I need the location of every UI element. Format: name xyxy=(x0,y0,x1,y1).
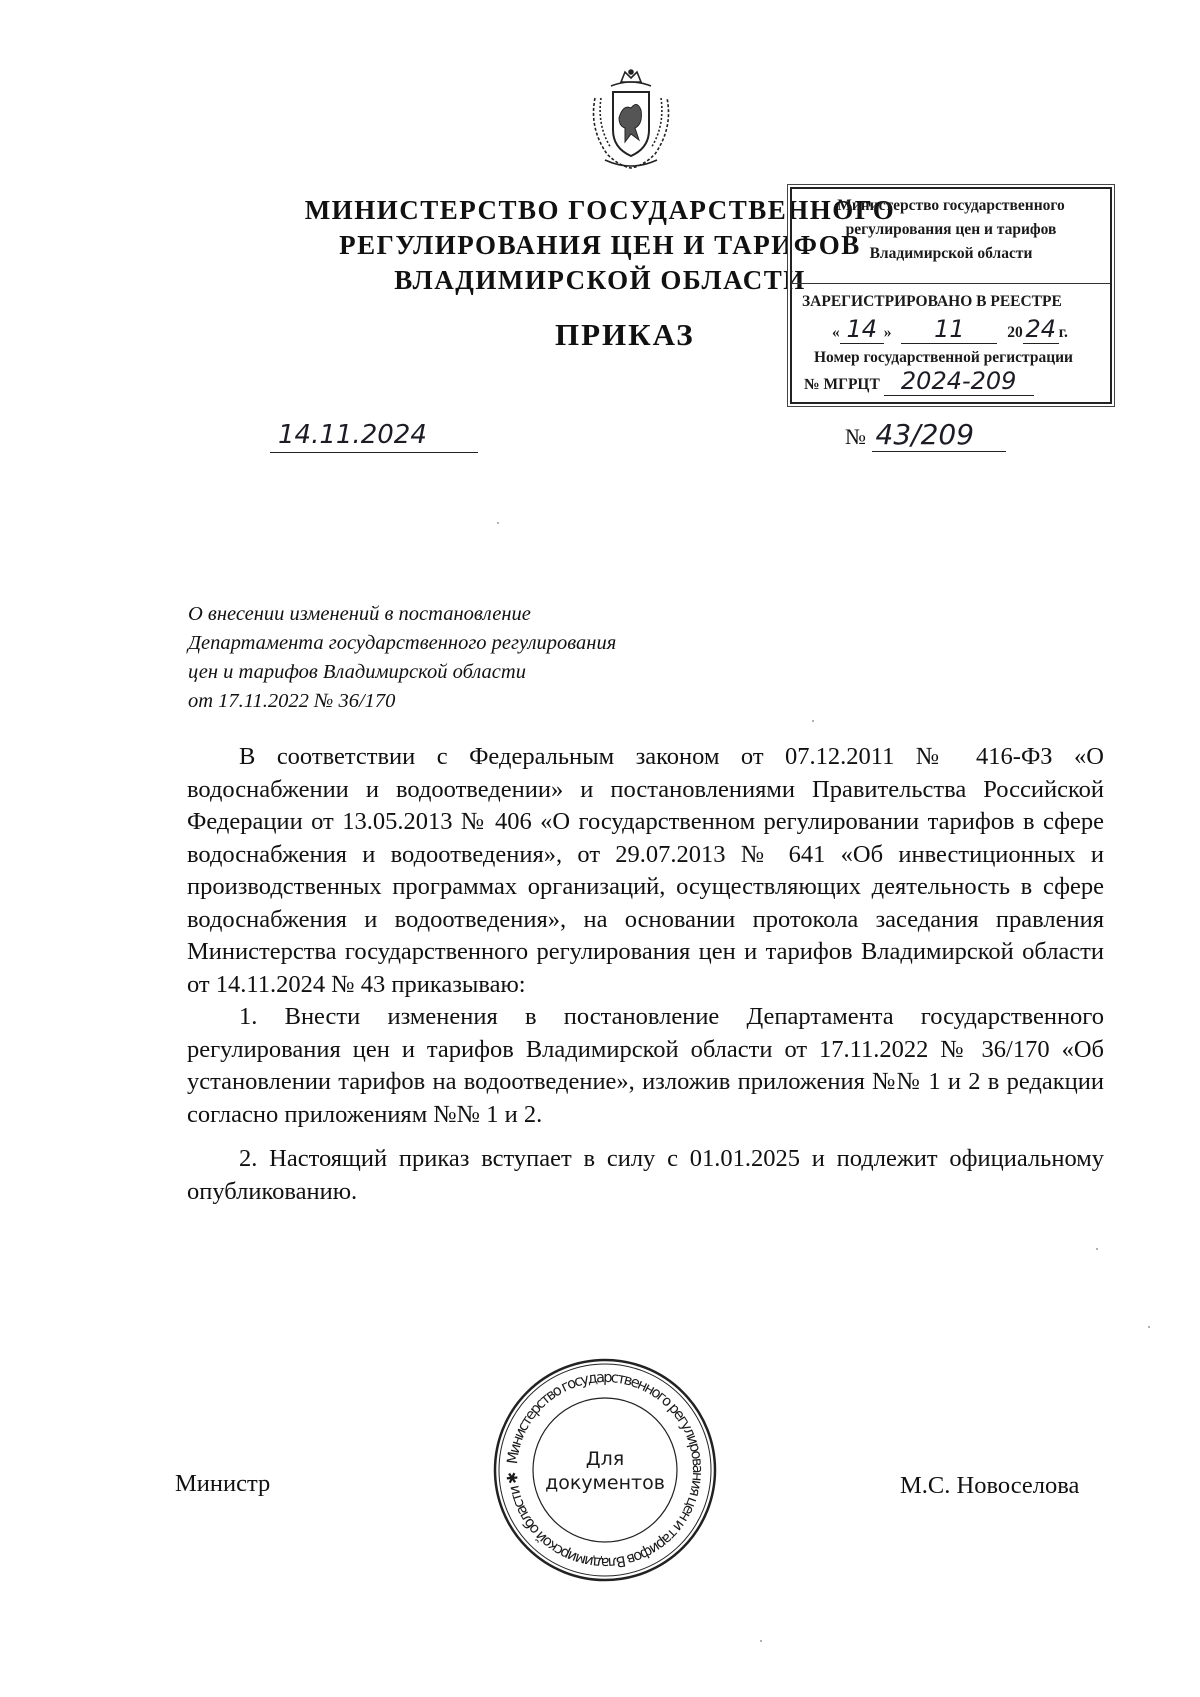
ministry-line-2: РЕГУЛИРОВАНИЯ ЦЕН И ТАРИФОВ xyxy=(339,230,861,260)
scan-speck xyxy=(812,720,814,722)
stamp-org-line-3: Владимирской области xyxy=(869,245,1033,262)
seal-center-line-1: Для xyxy=(585,1448,625,1470)
stamp-registered-label: ЗАРЕГИСТРИРОВАНО В РЕЕСТРЕ xyxy=(802,293,1062,310)
stamp-reg-prefix: № МГРЦТ xyxy=(804,376,880,393)
body-item-1: 1. Внести изменения в постановление Департамента государственного регулирования цен и тарифов Владимирской области от 17.11.2022 № 36/170 «Об установлении тарифов на водоотведение», изложив приложения №№ 1 и 2 в редакции согласно приложениям №№ 1 и 2. xyxy=(187,1003,1104,1128)
scan-speck xyxy=(497,522,499,524)
order-number-sign: № xyxy=(845,424,866,449)
subject-line-2: Департамента государственного регулирования xyxy=(188,632,617,654)
stamp-divider xyxy=(792,283,1110,284)
stamp-month: 11 xyxy=(901,315,997,344)
stamp-year-suffix: 24 xyxy=(1023,315,1059,344)
official-seal xyxy=(490,1355,720,1585)
order-date: 14.11.2024 xyxy=(270,420,478,453)
ministry-line-3: ВЛАДИМИРСКОЙ ОБЛАСТИ xyxy=(394,265,806,295)
stamp-date-row xyxy=(832,315,1068,344)
ministry-line-1: МИНИСТЕРСТВО ГОСУДАРСТВЕННОГО xyxy=(304,195,896,225)
document-type-title: ПРИКАЗ xyxy=(555,317,695,352)
subject-line-3: цен и тарифов Владимирской области xyxy=(188,661,526,683)
order-body xyxy=(187,741,1104,1208)
stamp-reg-number-row xyxy=(804,367,1034,396)
stamp-year-prefix: 20 xyxy=(1007,324,1023,341)
signer-name: М.С. Новоселова xyxy=(900,1472,1080,1499)
stamp-org-line-1: Министерство государственного xyxy=(837,197,1065,214)
stamp-year-unit: г. xyxy=(1058,324,1068,341)
stamp-day: 14 xyxy=(840,315,884,344)
order-number: 43/209 xyxy=(872,418,1006,452)
stamp-reg-number-label: Номер государственной регистрации xyxy=(814,349,1073,366)
stamp-quote-close: » xyxy=(883,324,892,341)
seal-ring-text: Министерство государственного регулирования цен и тарифов Владимирской области ✱ xyxy=(504,1369,706,1571)
subject-line-4: от 17.11.2022 № 36/170 xyxy=(188,690,396,712)
stamp-reg-number: 2024-209 xyxy=(884,367,1034,396)
coat-of-arms-emblem xyxy=(585,68,677,172)
signer-title: Министр xyxy=(175,1470,271,1497)
order-number-row xyxy=(845,418,1006,452)
scan-speck xyxy=(760,1640,762,1642)
stamp-quote-open: « xyxy=(832,324,840,341)
subject-line-1: О внесении изменений в постановление xyxy=(188,603,531,625)
body-item-2: 2. Настоящий приказ вступает в силу с 01.01.2025 и подлежит официальному опубликованию. xyxy=(187,1145,1104,1205)
order-subject xyxy=(188,600,616,716)
body-preamble: В соответствии с Федеральным законом от 07.12.2011 № 416-ФЗ «О водоснабжении и водоотведении» и постановлениями Правительства Российской Федерации от 13.05.2013 № 406 «О государственном регулировании тарифов в сфере водоснабжения и водоотведения», от 29.07.2013 № 641 «Об инвестиционных и производственных программах организаций, осуществляющих деятельность в сфере водоснабжения и водоотведения», на основании протокола заседания правления Министерства государственного регулирования цен и тарифов Владимирской области от 14.11.2024 № 43 приказываю: xyxy=(187,743,1104,998)
scan-speck xyxy=(1096,1248,1098,1250)
scan-speck xyxy=(1148,1326,1150,1328)
registration-stamp xyxy=(790,187,1112,404)
stamp-org-line-2: регулирования цен и тарифов xyxy=(845,221,1057,238)
seal-center-line-2: документов xyxy=(545,1472,665,1494)
